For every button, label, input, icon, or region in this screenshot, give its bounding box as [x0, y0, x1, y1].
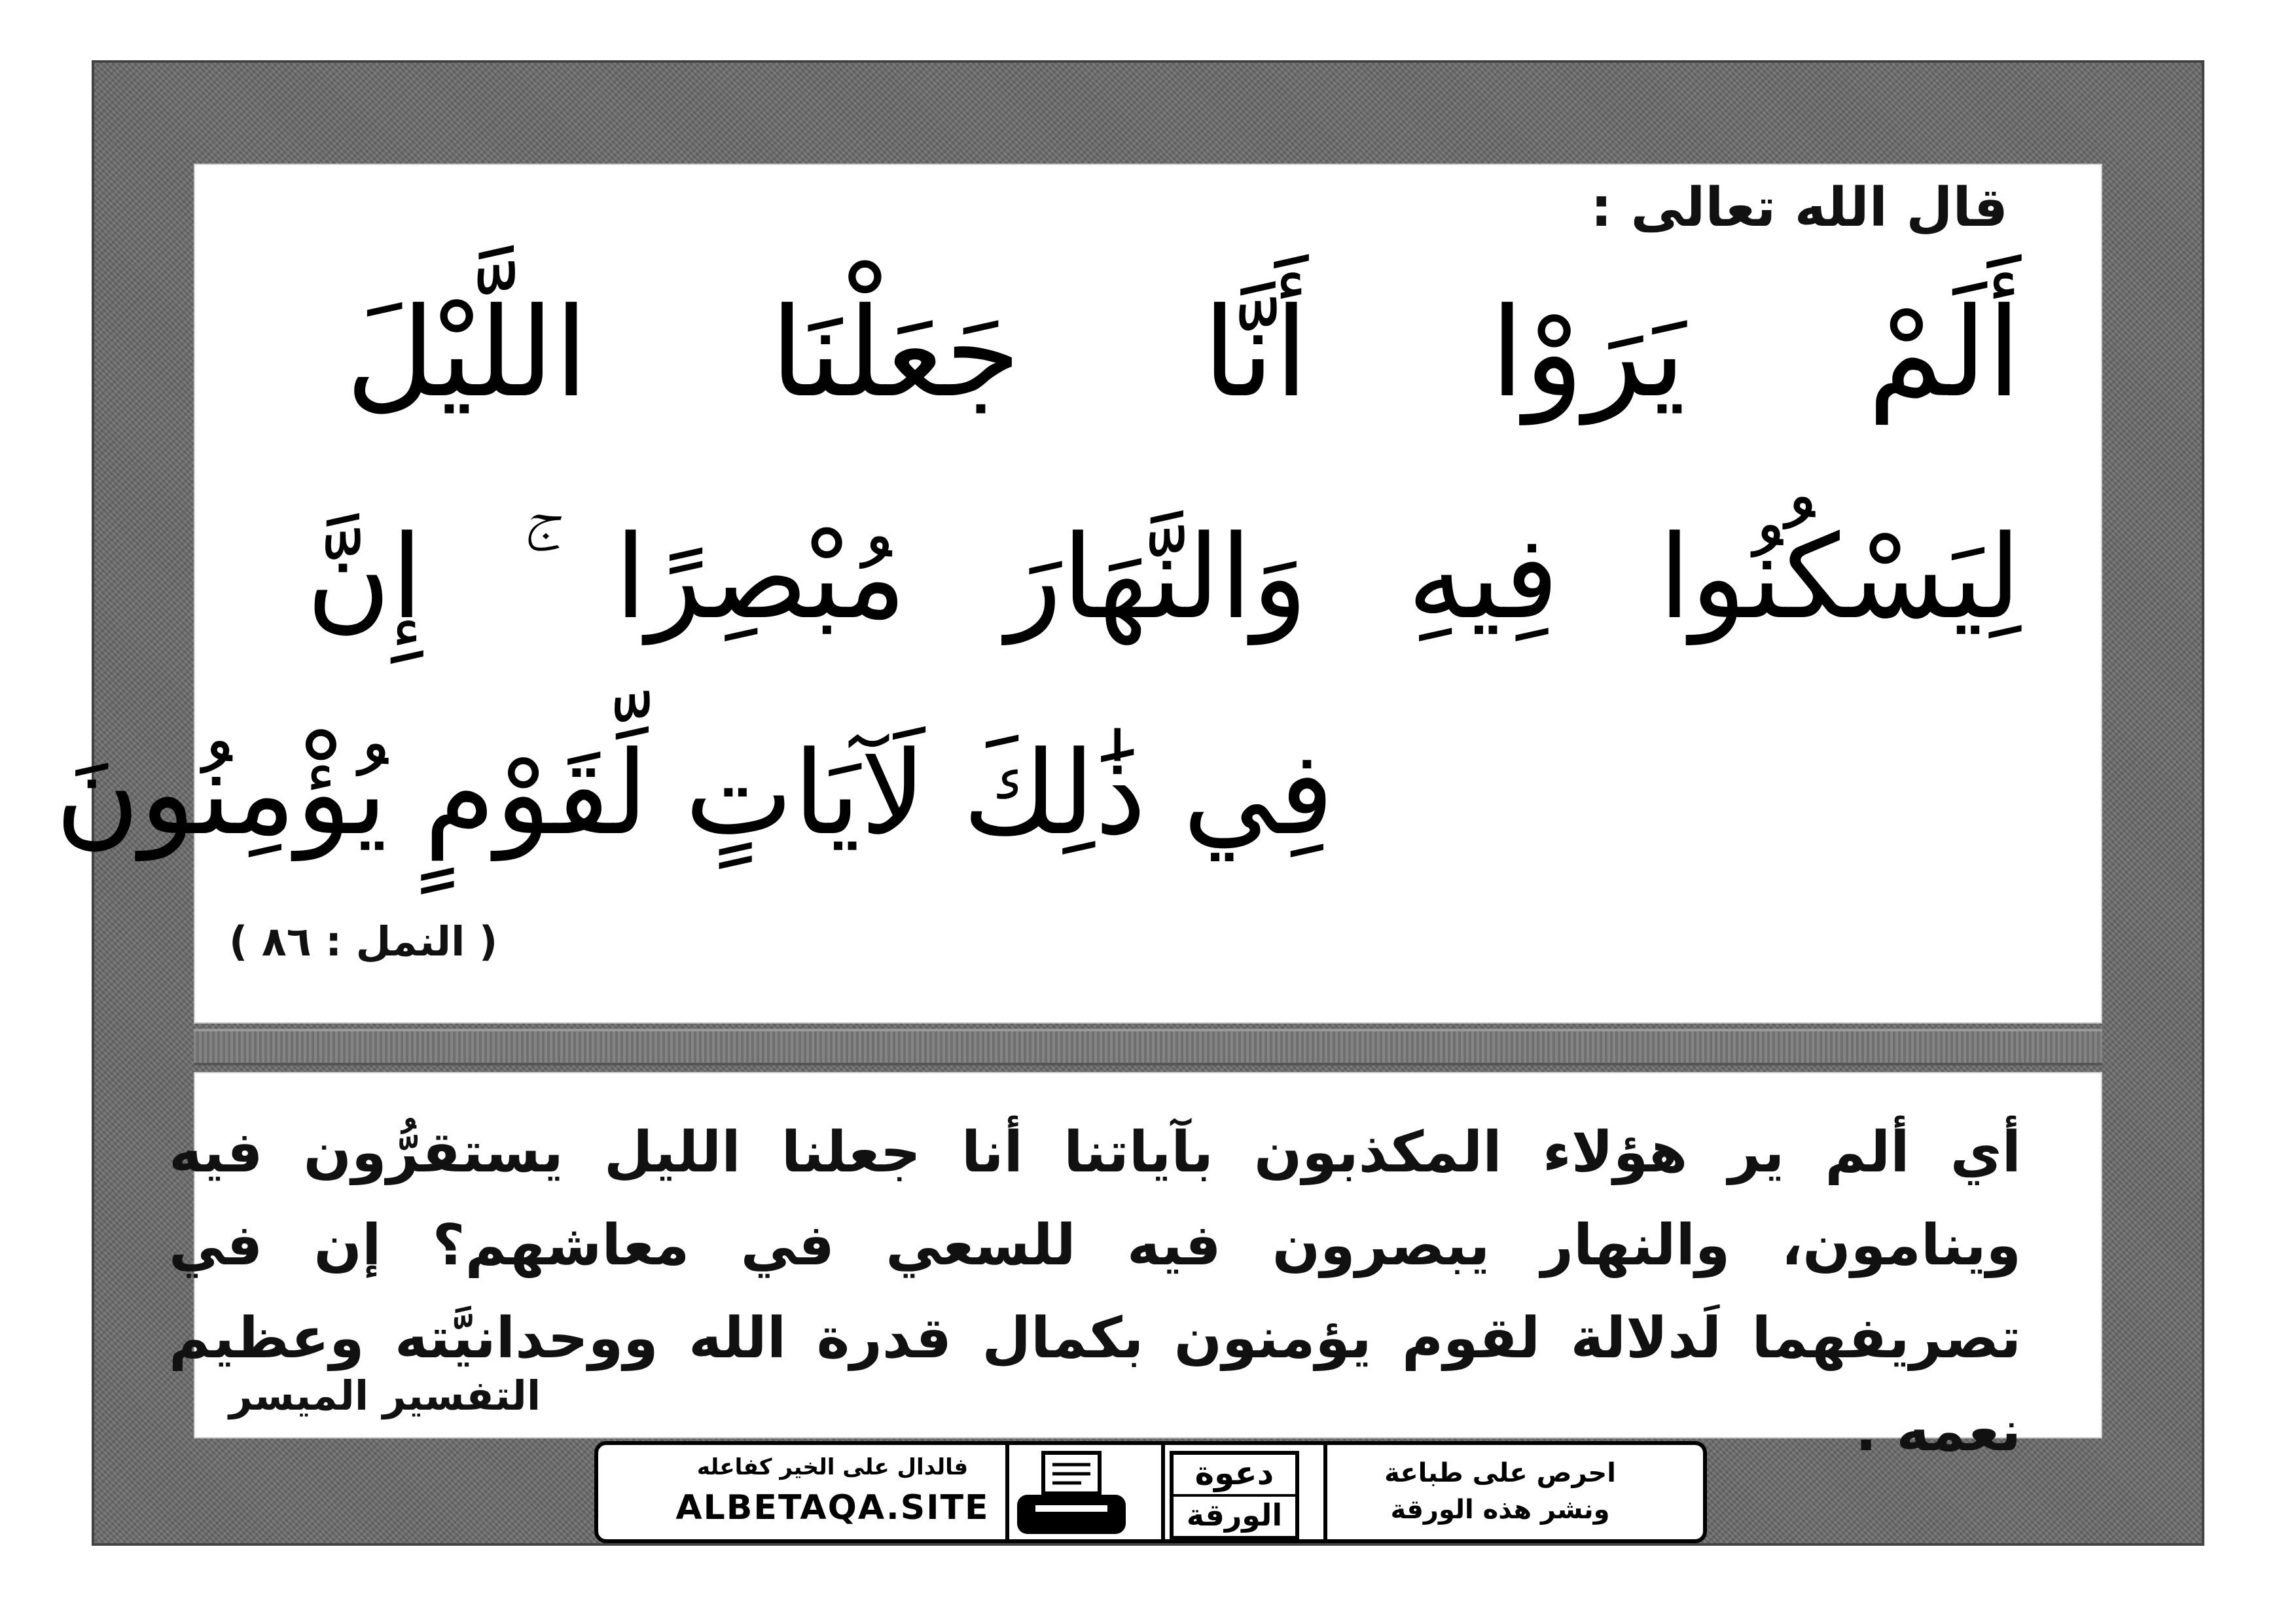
logo-mark	[1169, 1450, 1300, 1541]
footer-cta-line-1: احرص على طباعة	[1384, 1458, 1616, 1488]
footer-cta-line-2: ونشر هذه الورقة	[1390, 1495, 1610, 1525]
verse-line-3: فِي ذَٰلِكَ لَآيَاتٍ لِّقَوْمٍ يُؤْمِنُونَ	[55, 726, 1334, 861]
verse-intro: قال الله تعالى :	[1590, 177, 2008, 239]
footer-separator	[1323, 1445, 1327, 1539]
verse-line-1: أَلَمْ يَرَوْا أَنَّا جَعَلْنَا اللَّيْلَ	[346, 281, 2021, 425]
footer-slogan: فالدال على الخير كفاعله	[696, 1454, 969, 1480]
footer-separator	[1161, 1445, 1165, 1539]
tafsir-source: التفسير الميسر	[229, 1372, 541, 1419]
verse-line-2: لِيَسْكُنُوا فِيهِ وَالنَّهَارَ مُبْصِرًا ۚ إِنَّ	[306, 510, 2021, 645]
logo-text-top: دعوة	[1194, 1454, 1274, 1492]
footer-bar	[594, 1441, 1707, 1543]
verse-reference: ( النمل : ٨٦ )	[229, 918, 498, 965]
logo-text-bottom: الورقة	[1186, 1497, 1283, 1533]
tafsir-text: أي ألم ير هؤلاء المكذبون بآياتنا أنا جعلنا الليل يستقرُّون فيه وينامون، والنهار يبصرون فيه للسعي في معاشهم؟ إن في تصريفهما لَدلالة لقوم يؤمنون بكمال قدرة الله ووحدانيَّته وعظيم نعمه .	[169, 1120, 2021, 1464]
printer-icon	[1009, 1449, 1134, 1539]
footer-site-link[interactable]: ALBETAQA.SITE	[675, 1488, 990, 1527]
panel-divider	[194, 1029, 2102, 1065]
